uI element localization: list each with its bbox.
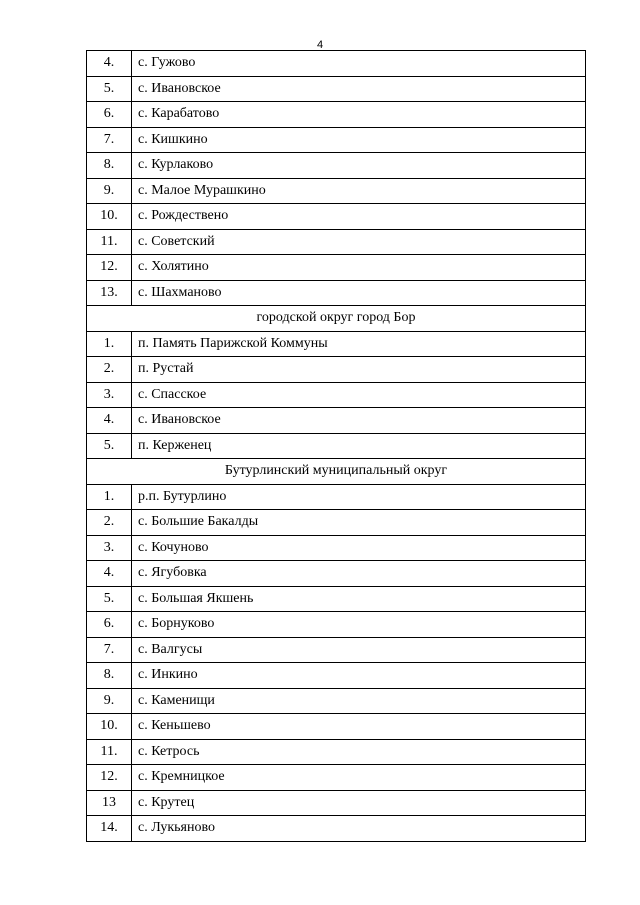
table-row <box>87 204 586 230</box>
settlement-name: с. Кеньшево <box>132 714 586 740</box>
settlement-name: с. Инкино <box>132 663 586 689</box>
table-row <box>87 714 586 740</box>
row-number: 4. <box>87 561 132 587</box>
table-row <box>87 586 586 612</box>
table-row <box>87 280 586 306</box>
table-row <box>87 637 586 663</box>
row-number: 5. <box>87 586 132 612</box>
table-row <box>87 76 586 102</box>
table-row <box>87 612 586 638</box>
settlements-table <box>86 50 586 842</box>
table-row <box>87 127 586 153</box>
row-number: 4. <box>87 408 132 434</box>
settlement-name: с. Крутец <box>132 790 586 816</box>
table-row <box>87 484 586 510</box>
row-number: 11. <box>87 229 132 255</box>
row-number: 7. <box>87 637 132 663</box>
settlement-name: п. Память Парижской Коммуны <box>132 331 586 357</box>
section-header-row <box>87 306 586 332</box>
settlement-name: р.п. Бутурлино <box>132 484 586 510</box>
table-row <box>87 382 586 408</box>
table-row <box>87 688 586 714</box>
settlement-name: с. Ивановское <box>132 408 586 434</box>
settlement-name: п. Рустай <box>132 357 586 383</box>
row-number: 13. <box>87 280 132 306</box>
settlement-name: с. Спасское <box>132 382 586 408</box>
settlement-name: с. Карабатово <box>132 102 586 128</box>
table-row <box>87 790 586 816</box>
settlement-name: с. Большие Бакалды <box>132 510 586 536</box>
table-row <box>87 561 586 587</box>
row-number: 5. <box>87 433 132 459</box>
settlement-name: с. Гужово <box>132 51 586 77</box>
section-title: Бутурлинский муниципальный округ <box>87 459 586 485</box>
table-row <box>87 739 586 765</box>
settlement-name: с. Шахманово <box>132 280 586 306</box>
table-row <box>87 408 586 434</box>
table-row <box>87 229 586 255</box>
table-row <box>87 102 586 128</box>
settlement-name: с. Рождествено <box>132 204 586 230</box>
row-number: 2. <box>87 510 132 536</box>
table-row <box>87 331 586 357</box>
table-row <box>87 178 586 204</box>
row-number: 14. <box>87 816 132 842</box>
settlement-name: с. Холятино <box>132 255 586 281</box>
section-header-row <box>87 459 586 485</box>
table-row <box>87 535 586 561</box>
settlement-name: с. Ягубовка <box>132 561 586 587</box>
settlement-name: с. Большая Якшень <box>132 586 586 612</box>
row-number: 2. <box>87 357 132 383</box>
row-number: 1. <box>87 484 132 510</box>
row-number: 10. <box>87 204 132 230</box>
row-number: 4. <box>87 51 132 77</box>
row-number: 6. <box>87 102 132 128</box>
table-row <box>87 357 586 383</box>
settlement-name: п. Керженец <box>132 433 586 459</box>
page-number: 4 <box>316 39 324 51</box>
settlement-name: с. Курлаково <box>132 153 586 179</box>
settlement-name: с. Лукьяново <box>132 816 586 842</box>
settlement-name: с. Каменищи <box>132 688 586 714</box>
row-number: 9. <box>87 178 132 204</box>
row-number: 11. <box>87 739 132 765</box>
row-number: 1. <box>87 331 132 357</box>
settlement-name: с. Кремницкое <box>132 765 586 791</box>
table-row <box>87 816 586 842</box>
row-number: 10. <box>87 714 132 740</box>
row-number: 13 <box>87 790 132 816</box>
row-number: 12. <box>87 765 132 791</box>
settlement-name: с. Борнуково <box>132 612 586 638</box>
table-row <box>87 51 586 77</box>
row-number: 12. <box>87 255 132 281</box>
row-number: 5. <box>87 76 132 102</box>
settlement-name: с. Кетрось <box>132 739 586 765</box>
section-title: городской округ город Бор <box>87 306 586 332</box>
row-number: 9. <box>87 688 132 714</box>
row-number: 3. <box>87 535 132 561</box>
table-row <box>87 433 586 459</box>
table-row <box>87 663 586 689</box>
row-number: 8. <box>87 663 132 689</box>
table-row <box>87 765 586 791</box>
row-number: 6. <box>87 612 132 638</box>
table-row <box>87 510 586 536</box>
settlement-name: с. Малое Мурашкино <box>132 178 586 204</box>
settlement-name: с. Кочуново <box>132 535 586 561</box>
settlement-name: с. Валгусы <box>132 637 586 663</box>
row-number: 3. <box>87 382 132 408</box>
row-number: 8. <box>87 153 132 179</box>
settlement-name: с. Кишкино <box>132 127 586 153</box>
settlement-name: с. Ивановское <box>132 76 586 102</box>
table-row <box>87 153 586 179</box>
row-number: 7. <box>87 127 132 153</box>
settlement-name: с. Советский <box>132 229 586 255</box>
settlements-table-body <box>87 51 586 842</box>
table-row <box>87 255 586 281</box>
